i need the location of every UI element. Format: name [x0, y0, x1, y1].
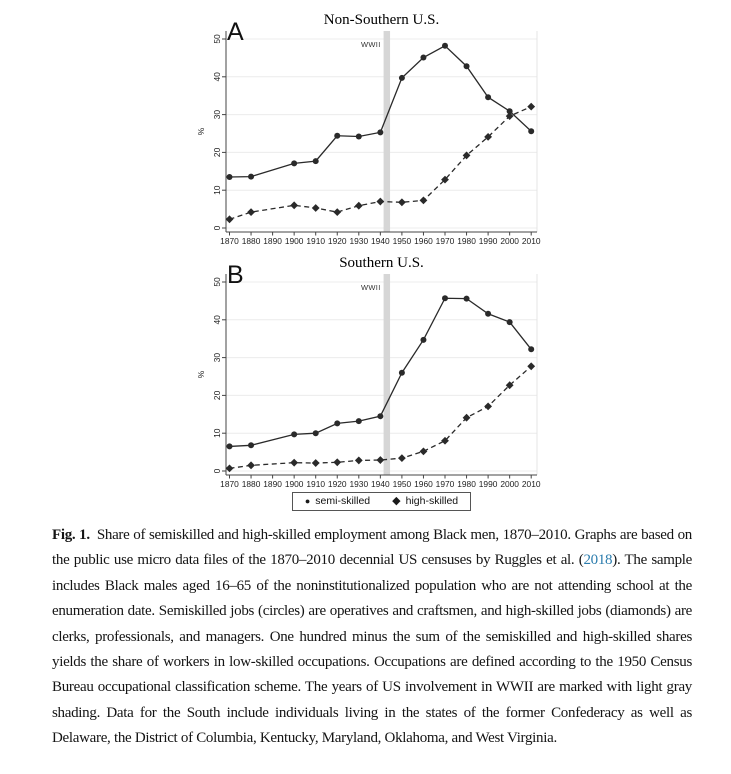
circle-marker-icon [334, 420, 340, 426]
gridlines [226, 282, 537, 471]
x-tick-label: 1940 [371, 479, 390, 489]
y-axis-title: % [196, 127, 206, 136]
diamond-marker-icon [527, 362, 535, 370]
x-tick-label: 1980 [457, 236, 476, 246]
diamond-marker-icon [398, 454, 406, 462]
circle-marker-icon [485, 94, 491, 100]
diamond-marker-icon [290, 459, 298, 467]
diamond-marker-icon [333, 208, 341, 216]
circle-marker-icon: ● [304, 495, 311, 506]
x-tick-label: 1870 [220, 236, 239, 246]
y-tick-label: 30 [212, 352, 222, 363]
legend-label-high-skilled: high-skilled [405, 495, 459, 507]
x-tick-label: 1950 [392, 479, 412, 489]
x-tick-label: 1910 [306, 479, 326, 489]
wwii-label: WWII [361, 283, 381, 292]
circle-marker-icon [528, 128, 534, 134]
x-tick-label: 2000 [500, 236, 519, 246]
diamond-marker-icon [527, 103, 535, 111]
caption-text-after-link: ). The sample includes Black males aged 16–65 of the noninstitutionalized population who are not attending school at the enumeration date. Semiskilled jobs (circles) are operatives and craftsmen, and high-skilled jobs (diamonds) are clerks, professionals, and managers. One hundred minus the sum of the semiskilled and high-skilled shares yields the share of workers in low-skilled occupations. Occupations are defined according to the 1950 Census Bureau occupational classification scheme. The years of US involvement in WWII are marked with light gray shading. Data for the South include individuals living in the states of the former Confederacy as well as Delaware, the District of Columbia, Kentucky, Maryland, Oklahoma, and West Virginia. [52, 552, 693, 747]
caption-text-before-link: Share of semiskilled and high-skilled employment among Black men, 1870–2010. Graphs are based on the public use micro data files of the 1870–2010 decennial US censuses by Ruggles et al. ( [52, 527, 692, 569]
x-tick-label: 1920 [327, 236, 347, 246]
diamond-marker-icon [376, 456, 384, 464]
diamond-marker-icon [226, 215, 234, 223]
panel-title: Southern U.S. [339, 255, 424, 271]
y-tick-label: 10 [212, 428, 222, 438]
circle-marker-icon [227, 174, 233, 180]
y-axis-title: % [196, 370, 206, 379]
circle-marker-icon [291, 160, 297, 166]
x-tick-label: 1970 [435, 236, 455, 246]
x-tick-label: 1960 [414, 479, 433, 489]
y-tick-label: 50 [212, 34, 222, 44]
diamond-marker-icon [376, 198, 384, 206]
x-tick-label: 1990 [478, 236, 498, 246]
y-tick-label: 30 [212, 109, 222, 120]
x-tick-label: 2010 [521, 479, 541, 489]
x-tick-label: 1870 [220, 479, 239, 489]
legend [292, 492, 471, 511]
figure-caption [52, 523, 692, 752]
diamond-marker-icon [355, 457, 363, 465]
diamond-marker-icon [398, 198, 406, 206]
circle-marker-icon [464, 296, 470, 302]
x-tick-label: 1940 [371, 236, 390, 246]
wwii-band [384, 274, 390, 475]
axes [212, 274, 541, 489]
circle-marker-icon [227, 443, 233, 449]
x-tick-label: 2000 [500, 479, 519, 489]
figure-number-label: Fig. 1. [52, 527, 90, 543]
legend-item-high-skilled [392, 495, 458, 507]
axes [212, 31, 541, 246]
panel-letter: A [227, 18, 244, 46]
wwii-label: WWII [361, 40, 381, 49]
circle-marker-icon [291, 431, 297, 437]
circle-marker-icon [442, 295, 448, 301]
y-tick-label: 10 [212, 185, 222, 195]
circle-marker-icon [464, 63, 470, 69]
circle-marker-icon [313, 158, 319, 164]
x-tick-label: 1880 [241, 236, 261, 246]
x-tick-label: 1880 [241, 479, 261, 489]
x-tick-label: 1910 [306, 236, 326, 246]
diamond-marker-icon [355, 202, 363, 210]
circle-marker-icon [248, 174, 254, 180]
legend-item-semi-skilled [305, 495, 370, 507]
diamond-marker-icon [290, 201, 298, 209]
x-tick-label: 1930 [349, 236, 369, 246]
citation-link-2018[interactable]: 2018 [583, 552, 613, 569]
x-tick-label: 1890 [263, 236, 282, 246]
x-tick-label: 1960 [414, 236, 433, 246]
x-tick-label: 1980 [457, 479, 476, 489]
circle-marker-icon [442, 43, 448, 49]
diamond-marker-icon [420, 197, 428, 205]
diamond-marker-icon [247, 208, 255, 216]
circle-marker-icon [334, 133, 340, 139]
x-tick-label: 1970 [435, 479, 455, 489]
y-tick-label: 20 [212, 147, 222, 158]
circle-marker-icon [420, 337, 426, 343]
x-tick-label: 1990 [478, 479, 498, 489]
circle-marker-icon [313, 430, 319, 436]
diamond-marker-icon [247, 461, 255, 469]
circle-marker-icon [420, 55, 426, 61]
circle-marker-icon [528, 346, 534, 352]
diamond-marker-icon [312, 459, 320, 467]
diamond-marker-icon [420, 447, 428, 455]
y-tick-label: 40 [212, 315, 222, 325]
x-tick-label: 1900 [284, 479, 304, 489]
circle-marker-icon [248, 442, 254, 448]
series-semi-skilled [227, 295, 535, 449]
y-tick-label: 0 [212, 225, 222, 231]
x-tick-label: 1900 [284, 236, 304, 246]
circle-marker-icon [377, 129, 383, 135]
circle-marker-icon [356, 418, 362, 424]
series-high-skilled [226, 103, 535, 223]
x-tick-label: 1890 [263, 479, 282, 489]
x-tick-label: 2010 [521, 236, 541, 246]
diamond-marker-icon [484, 402, 492, 410]
panel-title: Non-Southern U.S. [323, 12, 440, 28]
diamond-marker-icon [312, 204, 320, 212]
circle-marker-icon [377, 413, 383, 419]
diamond-marker-icon: ◆ [392, 494, 401, 507]
panel-a-chart [183, 8, 555, 251]
circle-marker-icon [485, 311, 491, 317]
circle-marker-icon [507, 319, 513, 325]
circle-marker-icon [399, 75, 405, 81]
x-tick-label: 1920 [327, 479, 347, 489]
circle-marker-icon [399, 370, 405, 376]
y-tick-label: 20 [212, 390, 222, 401]
legend-row [226, 492, 537, 511]
legend-label-semi-skilled: semi-skilled [315, 495, 371, 507]
series-semi-skilled [227, 43, 535, 180]
y-tick-label: 40 [212, 72, 222, 82]
diamond-marker-icon [333, 458, 341, 466]
x-tick-label: 1950 [392, 236, 412, 246]
y-tick-label: 0 [212, 468, 222, 474]
circle-marker-icon [356, 134, 362, 140]
x-tick-label: 1930 [349, 479, 369, 489]
panel-letter: B [227, 261, 244, 289]
y-tick-label: 50 [212, 277, 222, 287]
panel-b-chart [183, 251, 555, 494]
